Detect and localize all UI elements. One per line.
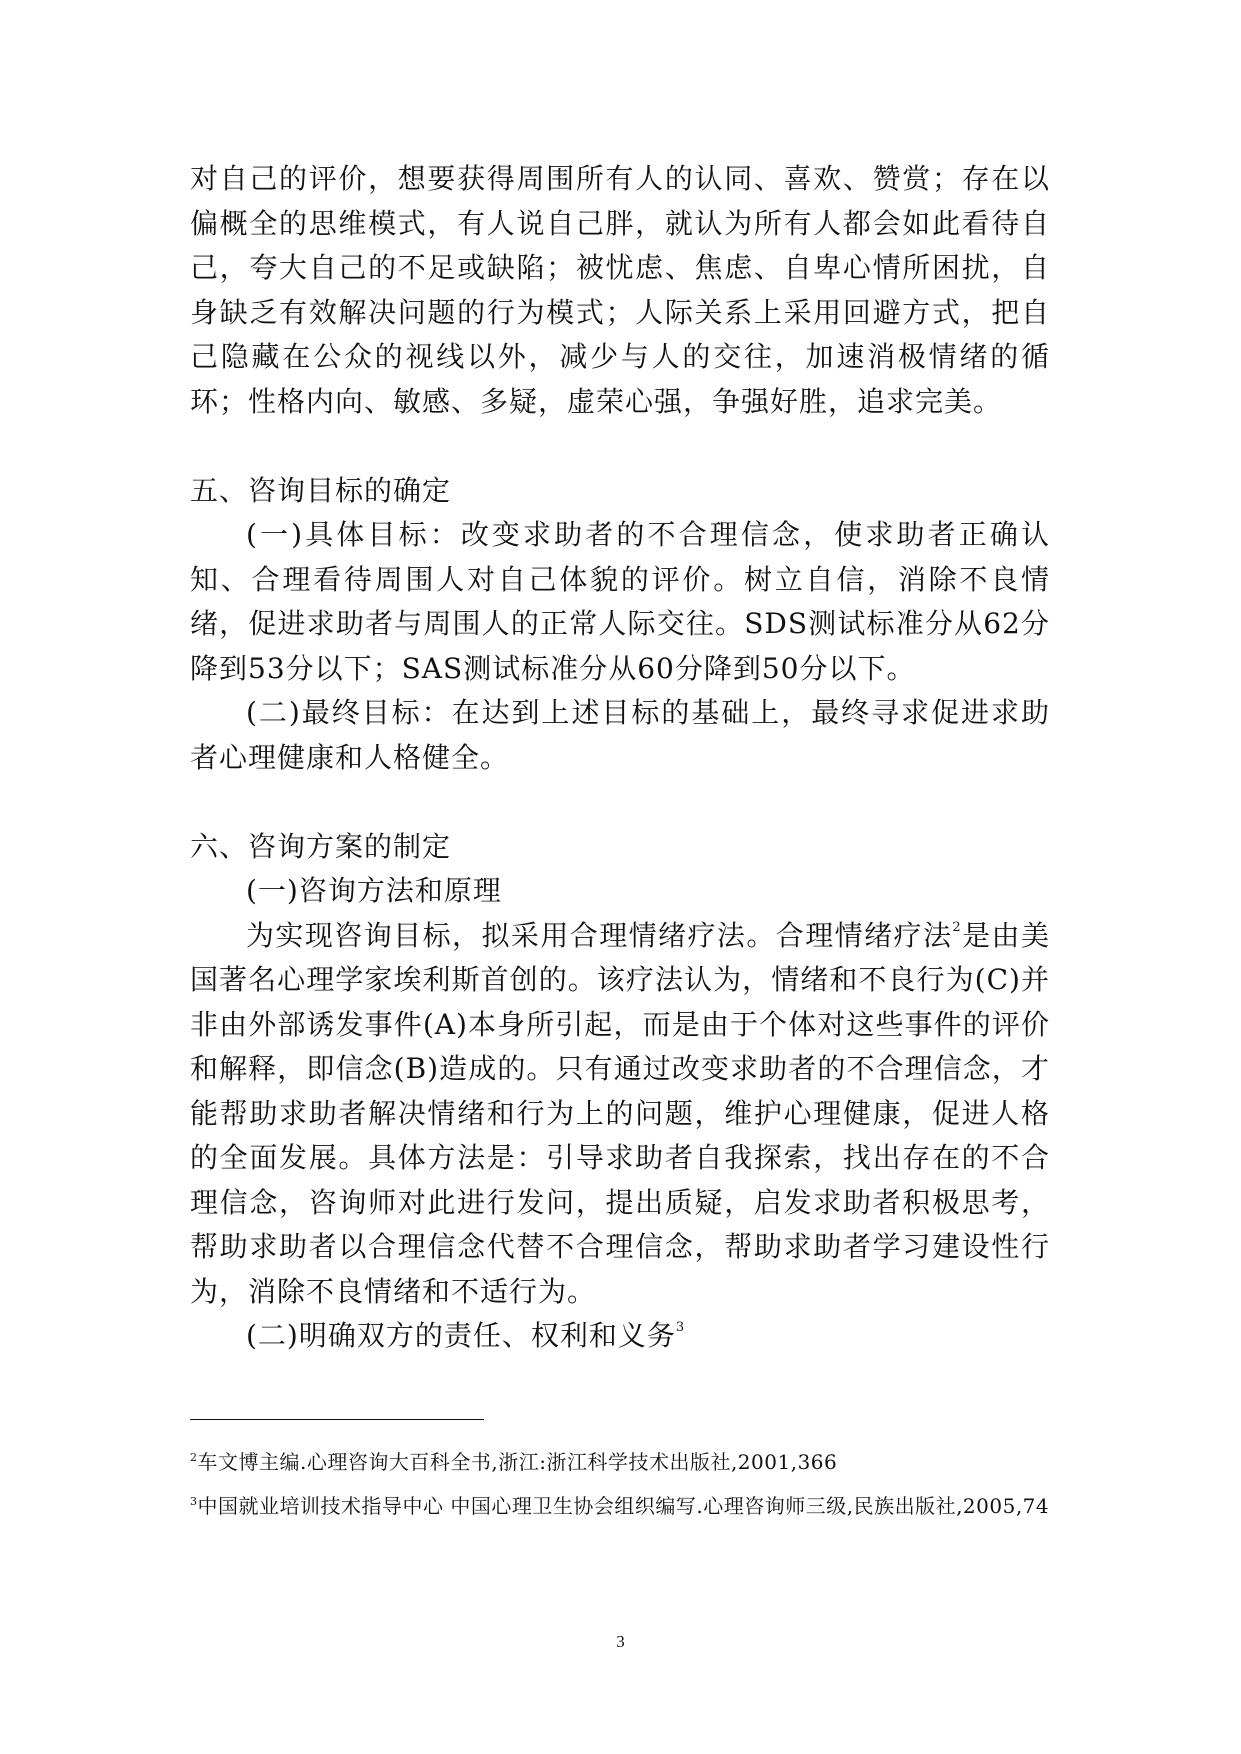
- footnote-ref-3[interactable]: 3: [675, 1320, 686, 1335]
- footnote-2: [190, 1440, 1050, 1484]
- paragraph-method-part1: 为实现咨询目标，拟采用合理情绪疗法。合理情绪疗法: [246, 918, 953, 952]
- section-heading-5: 五、咨询目标的确定: [190, 473, 452, 507]
- footnote-mark-3: 3: [190, 1495, 198, 1508]
- footnote-ref-2[interactable]: 2: [952, 919, 962, 935]
- footnote-text-2: 车文博主编.心理咨询大百科全书,浙江:浙江科学技术出版社,2001,366: [197, 1450, 838, 1474]
- footnote-mark-2: 2: [190, 1451, 198, 1464]
- subheading-responsibilities: [190, 1314, 1050, 1359]
- paragraph-continuation: 对自己的评价，想要获得周围所有人的认同、喜欢、赞赏；存在以偏概全的思维模式，有人说自己胖，就认为所有人都会如此看待自己，夸大自己的不足或缺陷；被忧虑、焦虑、自卑心情所困扰，自身缺乏有效解决问题的行为模式；人际关系上采用回避方式，把自己隐藏在公众的视线以外，减少与人的交往，加速消极情绪的循环；性格内向、敏感、多疑，虚荣心强，争强好胜，追求完美。: [190, 162, 1050, 418]
- footnote-text-3: 中国就业培训技术指导中心 中国心理卫生协会组织编写.心理咨询师三级,民族出版社,2005,74: [197, 1494, 1050, 1518]
- section-heading-6: 六、咨询方案的制定: [190, 829, 452, 863]
- paragraph-final-goal: (二)最终目标：在达到上述目标的基础上，最终寻求促进求助者心理健康和人格健全。: [190, 696, 1050, 774]
- paragraph-method-part2: 是由美国著名心理学家埃利斯首创的。该疗法认为，情绪和不良行为(C)并非由外部诱发事件(A)本身所引起，而是由于个体对这些事件的评价和解释，即信念(B)造成的。只有通过改变求助者的不合理信念，才能帮助求助者解决情绪和行为上的问题，维护心理健康，促进人格的全面发展。具体方法是：引导求助者自我探索，找出存在的不合理信念，咨询师对此进行发问，提出质疑，启发求助者积极思考，帮助求助者以合理信念代替不合理信念，帮助求助者学习建设性行为，消除不良情绪和不适行为。: [190, 918, 1050, 1308]
- footnote-3: [190, 1484, 1050, 1528]
- footnotes: [190, 1440, 1050, 1528]
- paragraph-method: [190, 914, 1050, 1315]
- subheading-method: (一)咨询方法和原理: [246, 874, 502, 907]
- subheading-responsibilities-text: (二)明确双方的责任、权利和义务: [246, 1319, 676, 1352]
- body-text: [190, 157, 1050, 1359]
- footnote-divider: [190, 1419, 484, 1420]
- page-number: 3: [616, 1632, 625, 1651]
- paragraph-specific-goal: (一)具体目标：改变求助者的不合理信念，使求助者正确认知、合理看待周围人对自己体貌的评价。树立自信，消除不良情绪，促进求助者与周围人的正常人际交往。SDS测试标准分从62分降到53分以下；SAS测试标准分从60分降到50分以下。: [190, 518, 1050, 685]
